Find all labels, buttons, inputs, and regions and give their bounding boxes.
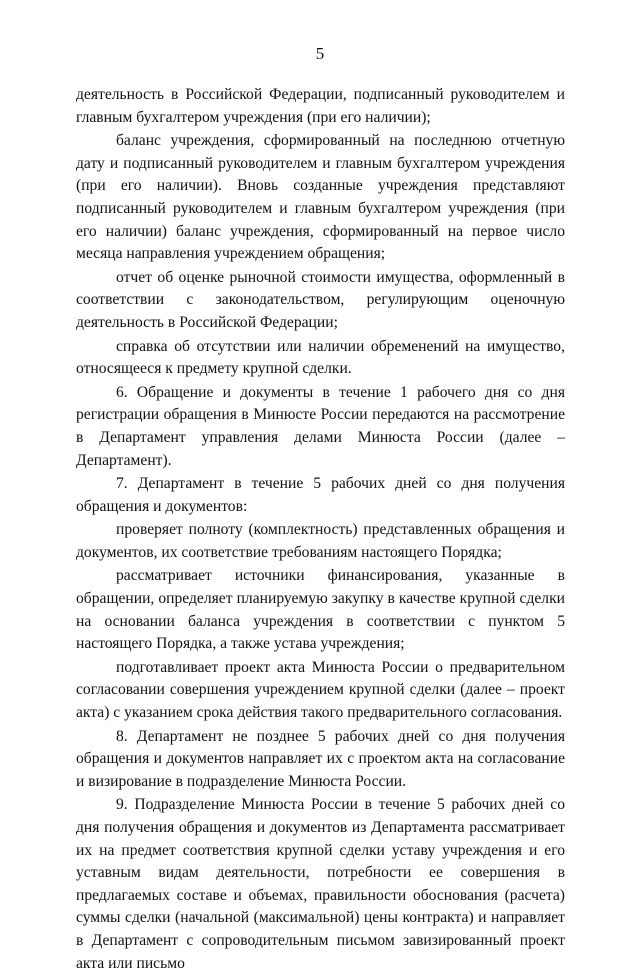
paragraph-continuation: деятельность в Российской Федерации, подписанный руководителем и главным бухгалтером учреждения (при его наличии);: [76, 86, 565, 126]
paragraph-item-6: 6. Обращение и документы в течение 1 рабочего дня со дня регистрации обращения в Минюсте России передаются на рассмотрение в Департамент управления делами Минюста России (далее – Департамент).: [76, 383, 565, 469]
paragraph-checks-completeness: проверяет полноту (комплектность) представленных обращения и документов, их соответствие требованиям настоящего Порядка;: [76, 521, 565, 561]
paragraph-item-8: 8. Департамент не позднее 5 рабочих дней со дня получения обращения и документов направляет их с проектом акта на согласование и визирование в подразделение Минюста России.: [76, 727, 565, 790]
paragraph-item-7: 7. Департамент в течение 5 рабочих дней со дня получения обращения и документов:: [76, 475, 565, 515]
paragraph-prepares-draft: подготавливает проект акта Минюста России о предварительном согласовании совершения учреждением крупной сделки (далее – проект акта) с указанием срока действия такого предварительного согласования.: [76, 658, 565, 722]
paragraph-reviews-funding: рассматривает источники финансирования, указанные в обращении, определяет планируемую закупку в качестве крупной сделки на основании баланса учреждения в соответствии с пунктом 5 настоящего Порядка, а также устава учреждения;: [76, 567, 565, 653]
paragraph-encumbrance-certificate: справка об отсутствии или наличии обременений на имущество, относящееся к предмету крупной сделки.: [76, 337, 565, 378]
paragraph-valuation-report: отчет об оценке рыночной стоимости имущества, оформленный в соответствии с законодательством, регулирующим оценочную деятельность в Российской Федерации;: [76, 268, 565, 331]
page-number: 5: [315, 44, 325, 63]
paragraph-item-9: 9. Подразделение Минюста России в течение 5 рабочих дней со дня получения обращения и документов из Департамента рассматривает их на предмет соответствия крупной сделки уставу учреждения и его уставным видам деятельности, потребности ее совершения в предлагаемых составе и объемах, правильности обоснования (расчета) суммы сделки (начальной (максимальной) цены контракта) и направляет в Департамент с сопроводительным письмом завизированный проект акта или письмо: [76, 796, 565, 972]
paragraph-balance: баланс учреждения, сформированный на последнюю отчетную дату и подписанный руководителем и главным бухгалтером учреждения (при его наличии). Вновь созданные учреждения представляют подписанный руководителем и главным бухгалтером учреждения (при его наличии) баланс учреждения, сформированный на первое число месяца направления учреждением обращения;: [76, 132, 565, 263]
document-body: [76, 84, 565, 975]
